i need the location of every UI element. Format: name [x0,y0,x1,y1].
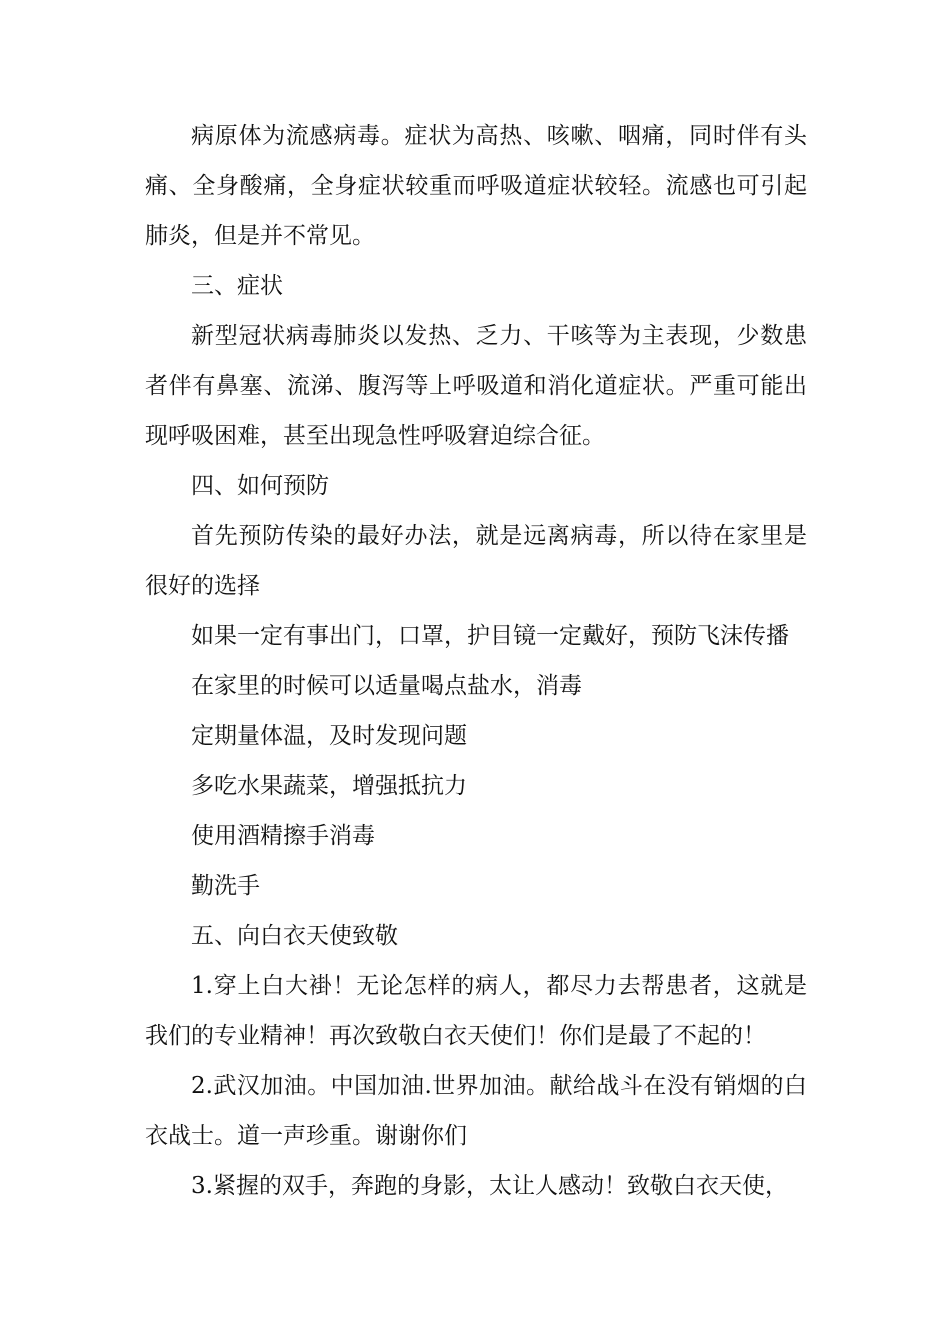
paragraph-tribute-1: 1.穿上白大褂！无论怎样的病人，都尽力去帮患者，这就是我们的专业精神！再次致敬白衣天使们！你们是最了不起的！ [145,973,807,1049]
paragraph-prevention-intro: 首先预防传染的最好办法，就是远离病毒，所以待在家里是很好的选择 [145,523,807,599]
paragraph-tribute-2: 2.武汉加油。中国加油.世界加油。献给战斗在没有销烟的白衣战士。道一声珍重。谢谢你们 [145,1073,807,1149]
document-body [145,111,807,1211]
prevention-item-salt-water: 在家里的时候可以适量喝点盐水，消毒 [191,673,582,699]
prevention-item-temperature: 定期量体温，及时发现问题 [191,723,467,749]
section-heading-prevention: 四、如何预防 [191,473,329,499]
paragraph-tribute-3: 3.紧握的双手，奔跑的身影，太让人感动！致敬白衣天使， [191,1173,788,1199]
prevention-item-mask: 如果一定有事出门，口罩，护目镜一定戴好，预防飞沫传播 [191,623,789,649]
paragraph-symptoms: 新型冠状病毒肺炎以发热、乏力、干咳等为主表现，少数患者伴有鼻塞、流涕、腹泻等上呼吸道和消化道症状。严重可能出现呼吸困难，甚至出现急性呼吸窘迫综合征。 [145,323,807,449]
section-heading-tribute: 五、向白衣天使致敬 [191,923,398,949]
paragraph-influenza: 病原体为流感病毒。症状为高热、咳嗽、咽痛，同时伴有头痛、全身酸痛，全身症状较重而呼吸道症状较轻。流感也可引起肺炎，但是并不常见。 [145,123,807,249]
prevention-item-vegetables: 多吃水果蔬菜，增强抵抗力 [191,773,467,799]
prevention-item-wash-hands: 勤洗手 [191,873,260,899]
prevention-item-alcohol: 使用酒精擦手消毒 [191,823,375,849]
section-heading-symptoms: 三、症状 [191,273,283,299]
